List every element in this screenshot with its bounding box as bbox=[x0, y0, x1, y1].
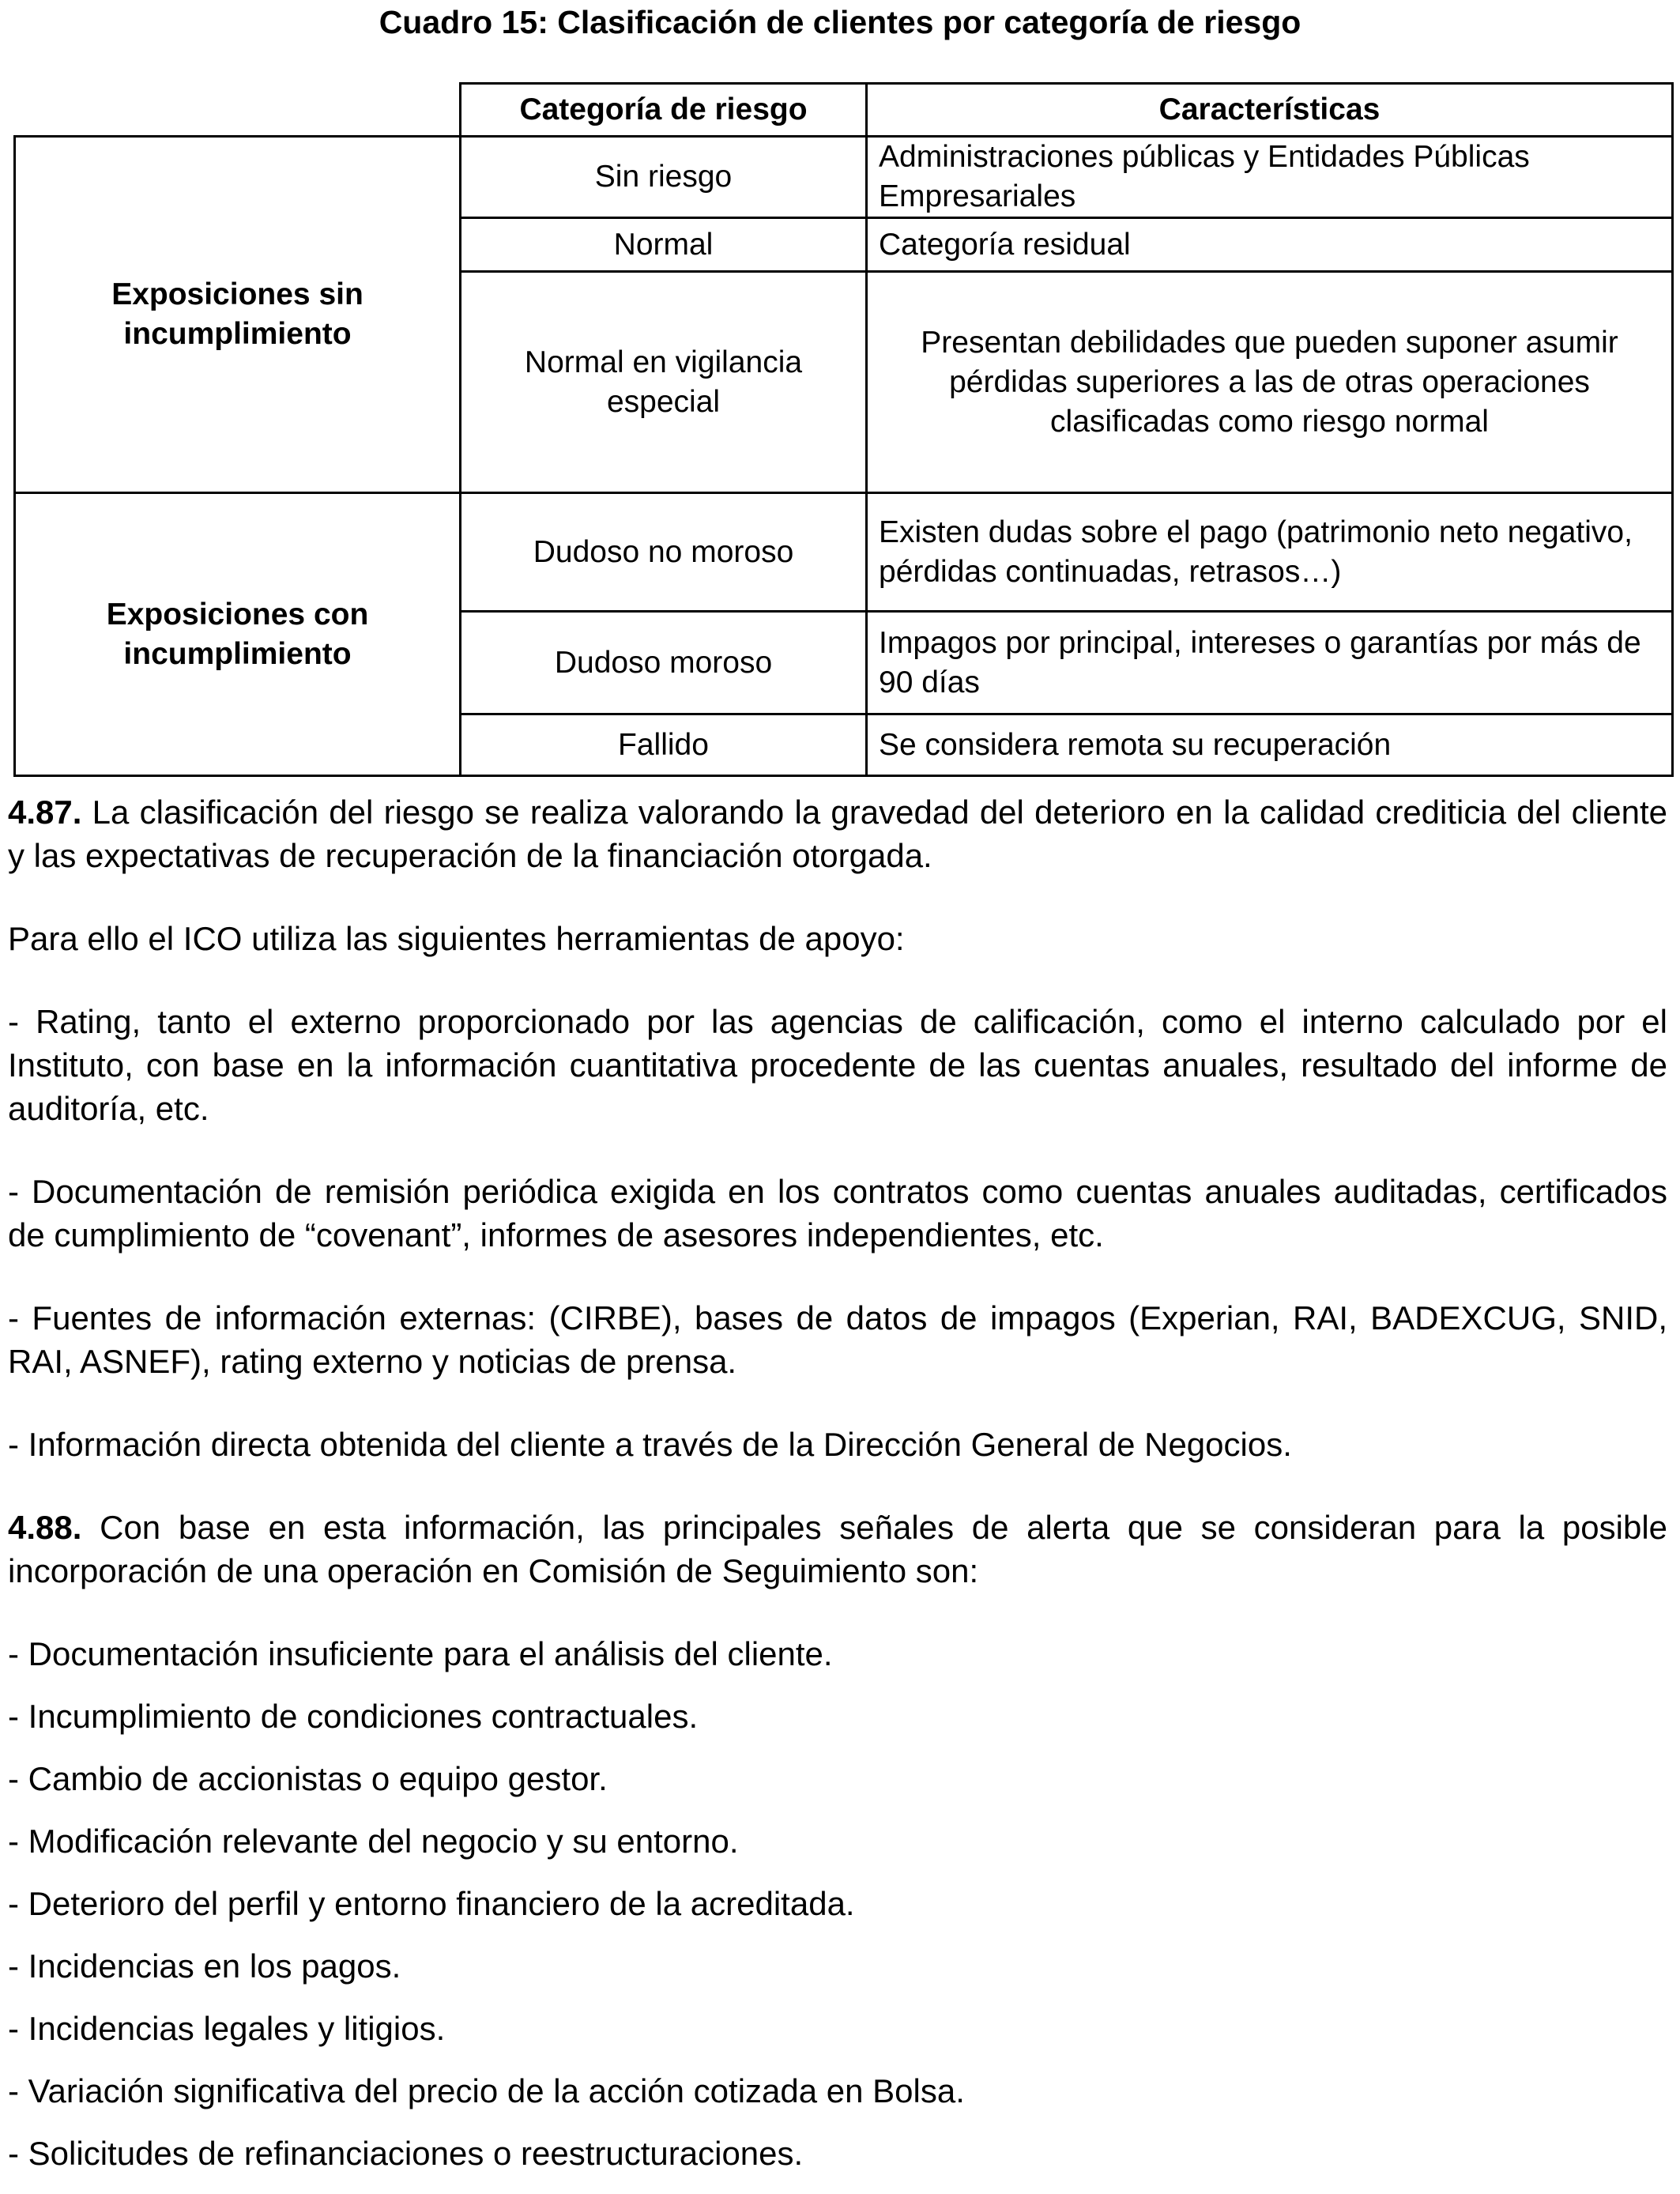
characteristics-cell: Categoría residual bbox=[867, 218, 1673, 272]
header-characteristics: Características bbox=[867, 84, 1673, 137]
list-item: - Documentación insuficiente para el análisis del cliente. bbox=[8, 1635, 833, 1672]
paragraph-text: La clasificación del riesgo se realiza valorando la gravedad del deterioro en la calidad crediticia del cliente y las expectativas de recuperación de la financiación otorgada. bbox=[8, 794, 1668, 874]
list-item: - Incidencias legales y litigios. bbox=[8, 2010, 446, 2047]
table-header-row bbox=[15, 84, 1673, 137]
list-item: - Variación significativa del precio de la acción cotizada en Bolsa. bbox=[8, 2072, 965, 2109]
paragraph-text: Con base en esta información, las principales señales de alerta que se consideran para la posible incorporación de una operación en Comisión de Seguimiento son: bbox=[8, 1509, 1668, 1589]
category-cell: Dudoso moroso bbox=[461, 612, 867, 714]
category-cell: Fallido bbox=[461, 714, 867, 776]
risk-classification-table bbox=[13, 82, 1674, 777]
body-text bbox=[8, 790, 1667, 2194]
paragraph-4-87 bbox=[8, 790, 1667, 877]
table-row bbox=[15, 137, 1673, 218]
list-item: - Cambio de accionistas o equipo gestor. bbox=[8, 1760, 608, 1797]
table-caption: Cuadro 15: Clasificación de clientes por categoría de riesgo bbox=[379, 4, 1301, 40]
paragraph-4-88 bbox=[8, 1506, 1667, 1593]
table-row bbox=[15, 493, 1673, 612]
group-label-no-default: Exposiciones sin incumplimiento bbox=[15, 137, 461, 493]
list-item: - Deterioro del perfil y entorno financiero de la acreditada. bbox=[8, 1885, 855, 1922]
characteristics-cell: Administraciones públicas y Entidades Públicas Empresariales bbox=[867, 137, 1673, 218]
tool-item: - Documentación de remisión periódica exigida en los contratos como cuentas anuales auditadas, certificados de cumplimiento de “covenant”, informes de asesores independientes, etc. bbox=[8, 1173, 1667, 1253]
category-cell: Normal en vigilancia especial bbox=[461, 272, 867, 493]
characteristics-cell: Se considera remota su recuperación bbox=[867, 714, 1673, 776]
tool-item: - Información directa obtenida del cliente a través de la Dirección General de Negocios. bbox=[8, 1426, 1292, 1463]
list-item: - Solicitudes de refinanciaciones o reestructuraciones. bbox=[8, 2135, 804, 2172]
characteristics-cell: Impagos por principal, intereses o garantías por más de 90 días bbox=[867, 612, 1673, 714]
category-cell: Sin riesgo bbox=[461, 137, 867, 218]
tools-intro: Para ello el ICO utiliza las siguientes herramientas de apoyo: bbox=[8, 920, 905, 957]
characteristics-cell: Presentan debilidades que pueden suponer asumir pérdidas superiores a las de otras operaciones clasificadas como riesgo normal bbox=[867, 272, 1673, 493]
list-item: - Incumplimiento de condiciones contractuales. bbox=[8, 1698, 699, 1735]
paragraph-number: 4.87. bbox=[8, 794, 82, 831]
group-label-default: Exposiciones con incumplimiento bbox=[15, 493, 461, 776]
tool-item: - Rating, tanto el externo proporcionado por las agencias de calificación, como el interno calculado por el Instituto, con base en la información cuantitativa procedente de las cuentas anuales, resultado del informe de auditoría, etc. bbox=[8, 1003, 1667, 1127]
list-item: - Incidencias en los pagos. bbox=[8, 1947, 401, 1985]
tool-item: - Fuentes de información externas: (CIRBE), bases de datos de impagos (Experian, RAI, BADEXCUG, SNID, RAI, ASNEF), rating externo y noticias de prensa. bbox=[8, 1299, 1667, 1380]
characteristics-cell: Existen dudas sobre el pago (patrimonio neto negativo, pérdidas continuadas, retrasos…) bbox=[867, 493, 1673, 612]
paragraph-number: 4.88. bbox=[8, 1509, 82, 1546]
list-item: - Modificación relevante del negocio y su entorno. bbox=[8, 1823, 739, 1860]
header-category: Categoría de riesgo bbox=[461, 84, 867, 137]
alert-list bbox=[8, 1632, 1667, 2175]
header-empty-cell bbox=[15, 84, 461, 137]
category-cell: Normal bbox=[461, 218, 867, 272]
category-cell: Dudoso no moroso bbox=[461, 493, 867, 612]
